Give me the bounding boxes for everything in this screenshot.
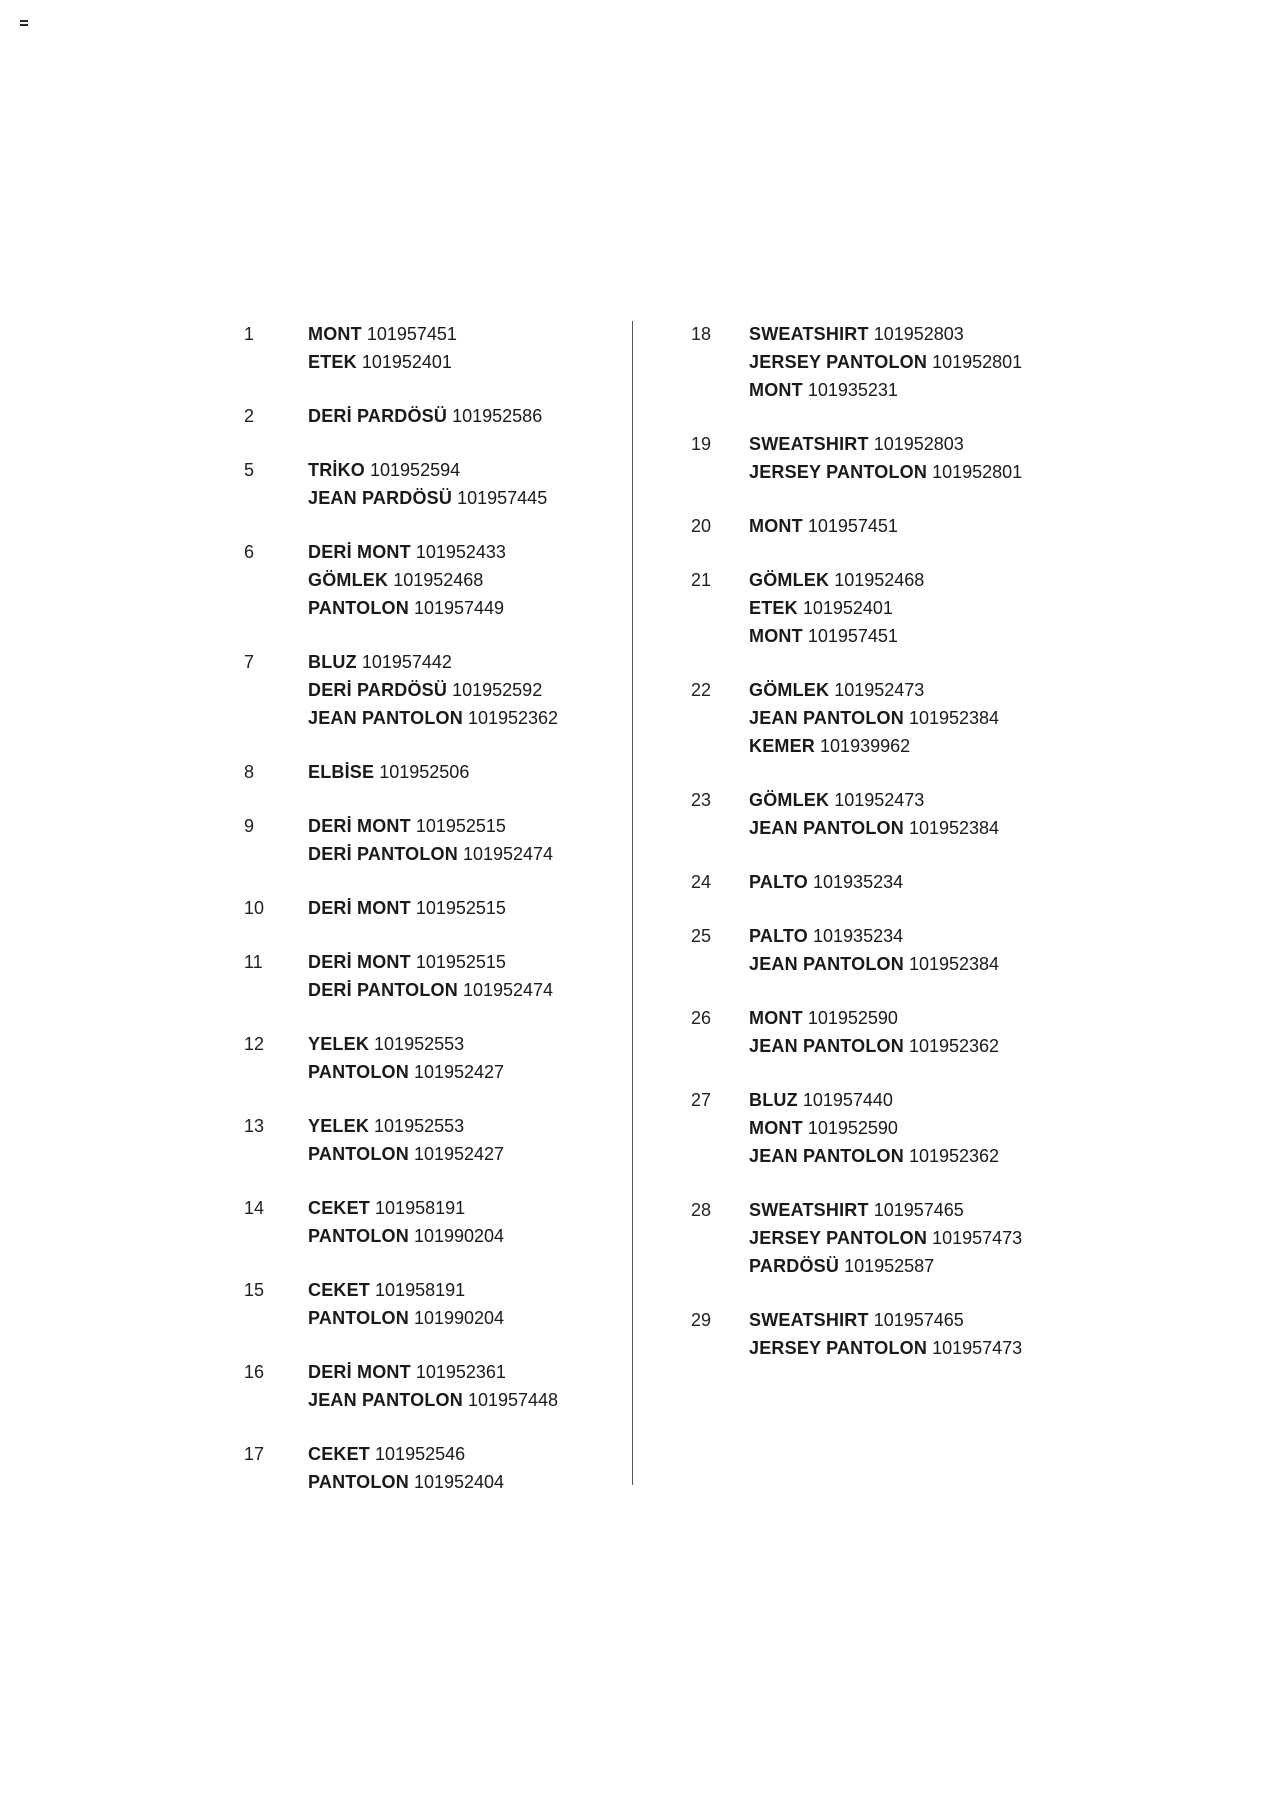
- look-entry: [685, 1004, 1105, 1060]
- product-code: 101952362: [467, 708, 559, 728]
- look-number: 19: [691, 434, 712, 454]
- product-name: BLUZ: [308, 652, 357, 672]
- look-entry: [244, 402, 664, 430]
- product-line: [308, 1194, 504, 1222]
- look-items: [308, 320, 457, 376]
- product-code: 101952362: [908, 1146, 1000, 1166]
- product-name: PANTOLON: [308, 1144, 409, 1164]
- product-line: [749, 1114, 999, 1142]
- product-name: ETEK: [308, 352, 357, 372]
- product-name: MONT: [749, 380, 803, 400]
- product-name: SWEATSHIRT: [749, 1200, 869, 1220]
- product-name: JEAN PANTOLON: [308, 708, 463, 728]
- product-name: PALTO: [749, 926, 808, 946]
- product-line: [749, 430, 1022, 458]
- look-items: [749, 1306, 1022, 1362]
- product-code: 101935234: [813, 872, 904, 892]
- product-code: 101952515: [415, 898, 506, 918]
- look-entry: [685, 868, 1105, 896]
- product-code: 101952404: [413, 1472, 505, 1492]
- look-number: 20: [691, 516, 712, 536]
- product-line: [308, 594, 506, 622]
- look-entry: [685, 1306, 1105, 1362]
- look-number: 15: [244, 1280, 265, 1300]
- product-line: [749, 1086, 999, 1114]
- look-entry: [244, 948, 664, 1004]
- product-name: MONT: [749, 626, 803, 646]
- product-code: 101952362: [908, 1036, 1000, 1056]
- look-entry: [244, 1276, 664, 1332]
- product-code: 101952506: [379, 762, 470, 782]
- product-name: PANTOLON: [308, 1308, 409, 1328]
- product-name: DERİ MONT: [308, 542, 411, 562]
- product-line: [308, 1386, 558, 1414]
- look-entry: [685, 922, 1105, 978]
- look-entry: [244, 894, 664, 922]
- product-code: 101957473: [932, 1228, 1023, 1248]
- product-code: 101952401: [361, 352, 452, 372]
- look-items: [749, 430, 1022, 486]
- product-line: [308, 812, 553, 840]
- look-entry: [244, 648, 664, 732]
- product-name: JERSEY PANTOLON: [749, 352, 928, 372]
- product-line: [749, 1252, 1022, 1280]
- product-name: MONT: [749, 516, 803, 536]
- product-line: [749, 1142, 999, 1170]
- product-name: ETEK: [749, 598, 798, 618]
- product-line: [749, 814, 999, 842]
- look-items: [308, 812, 553, 868]
- product-code: 101952515: [415, 816, 506, 836]
- product-name: DERİ MONT: [308, 898, 411, 918]
- product-line: [749, 704, 999, 732]
- look-entry: [685, 512, 1105, 540]
- product-code: 101952468: [393, 570, 484, 590]
- look-entry: [685, 676, 1105, 760]
- product-name: JEAN PANTOLON: [749, 1036, 904, 1056]
- look-entry: [244, 812, 664, 868]
- product-code: 101952801: [932, 352, 1023, 372]
- look-number: 21: [691, 570, 712, 590]
- look-number: 11: [244, 952, 263, 972]
- product-code: 101957440: [802, 1090, 893, 1110]
- look-entry: [685, 320, 1105, 404]
- product-line: [749, 512, 898, 540]
- product-name: DERİ PARDÖSÜ: [308, 680, 448, 700]
- product-name: GÖMLEK: [308, 570, 389, 590]
- product-name: SWEATSHIRT: [749, 434, 869, 454]
- look-items: [749, 1196, 1022, 1280]
- product-name: CEKET: [308, 1280, 371, 1300]
- product-line: [749, 320, 1022, 348]
- look-items: [308, 894, 506, 922]
- product-name: DERİ PARDÖSÜ: [308, 406, 448, 426]
- product-line: [308, 676, 558, 704]
- product-name: MONT: [749, 1008, 803, 1028]
- look-number: 26: [691, 1008, 712, 1028]
- product-code: 101952590: [807, 1118, 898, 1138]
- product-line: [308, 320, 457, 348]
- look-entry: [244, 1030, 664, 1086]
- product-code: 101952553: [374, 1034, 465, 1054]
- product-code: 101952401: [802, 598, 893, 618]
- look-entry: [685, 430, 1105, 486]
- look-entry: [244, 320, 664, 376]
- look-items: [308, 1030, 504, 1086]
- product-line: [749, 1196, 1022, 1224]
- product-line: [308, 1440, 504, 1468]
- product-line: [749, 348, 1022, 376]
- product-line: [308, 538, 506, 566]
- look-number: 14: [244, 1198, 265, 1218]
- look-items: [308, 402, 542, 430]
- product-line: [749, 786, 999, 814]
- product-list-right-column: [685, 320, 1105, 1388]
- product-code: 101990204: [413, 1308, 505, 1328]
- product-name: TRİKO: [308, 460, 365, 480]
- look-number: 7: [244, 652, 255, 672]
- product-name: JERSEY PANTOLON: [749, 1228, 928, 1248]
- column-divider: [632, 321, 633, 1485]
- product-name: DERİ PANTOLON: [308, 844, 458, 864]
- product-name: PANTOLON: [308, 1472, 409, 1492]
- product-name: GÖMLEK: [749, 680, 830, 700]
- product-code: 101952384: [908, 708, 1000, 728]
- product-name: KEMER: [749, 736, 816, 756]
- product-line: [308, 402, 542, 430]
- product-line: [749, 458, 1022, 486]
- product-code: 101952384: [908, 954, 1000, 974]
- product-code: 101957451: [366, 324, 457, 344]
- product-name: PANTOLON: [308, 1062, 409, 1082]
- product-line: [749, 1334, 1022, 1362]
- product-name: BLUZ: [749, 1090, 798, 1110]
- product-name: JERSEY PANTOLON: [749, 462, 928, 482]
- look-entry: [244, 1440, 664, 1496]
- product-line: [308, 1030, 504, 1058]
- product-name: JEAN PANTOLON: [749, 1146, 904, 1166]
- look-entry: [244, 456, 664, 512]
- product-code: 101952468: [834, 570, 925, 590]
- product-line: [308, 1140, 504, 1168]
- product-line: [308, 1304, 504, 1332]
- look-items: [308, 1194, 504, 1250]
- look-items: [308, 1276, 504, 1332]
- product-code: 101957449: [413, 598, 505, 618]
- look-items: [308, 538, 506, 622]
- look-number: 10: [244, 898, 265, 918]
- look-number: 2: [244, 406, 255, 426]
- product-line: [308, 840, 553, 868]
- product-name: CEKET: [308, 1198, 371, 1218]
- look-items: [308, 758, 469, 786]
- look-number: 6: [244, 542, 255, 562]
- look-number: 28: [691, 1200, 712, 1220]
- product-code: 101952546: [375, 1444, 466, 1464]
- look-items: [749, 1086, 999, 1170]
- product-code: 101957451: [807, 516, 898, 536]
- look-number: 12: [244, 1034, 265, 1054]
- product-line: [749, 732, 999, 760]
- look-number: 18: [691, 324, 712, 344]
- look-items: [749, 786, 999, 842]
- product-name: JEAN PANTOLON: [749, 708, 904, 728]
- product-code: 101935234: [813, 926, 904, 946]
- look-number: 9: [244, 816, 255, 836]
- product-code: 101957442: [361, 652, 452, 672]
- product-code: 101952433: [415, 542, 506, 562]
- product-line: [308, 566, 506, 594]
- product-code: 101952361: [415, 1362, 506, 1382]
- product-name: SWEATSHIRT: [749, 1310, 869, 1330]
- product-code: 101952473: [834, 680, 925, 700]
- product-code: 101952803: [873, 324, 964, 344]
- product-line: [749, 376, 1022, 404]
- look-number: 27: [691, 1090, 712, 1110]
- look-entry: [685, 566, 1105, 650]
- product-code: 101952427: [413, 1062, 505, 1082]
- menu-icon-bar: [20, 20, 28, 22]
- look-entry: [244, 758, 664, 786]
- product-code: 101952592: [452, 680, 543, 700]
- product-line: [749, 1004, 999, 1032]
- look-entry: [685, 1196, 1105, 1280]
- product-name: JEAN PANTOLON: [749, 818, 904, 838]
- product-line: [308, 456, 547, 484]
- product-code: 101958191: [375, 1280, 466, 1300]
- product-line: [308, 648, 558, 676]
- product-name: JERSEY PANTOLON: [749, 1338, 928, 1358]
- product-code: 101952803: [873, 434, 964, 454]
- product-code: 101957465: [873, 1200, 964, 1220]
- product-line: [308, 1276, 504, 1304]
- look-entry: [685, 786, 1105, 842]
- product-line: [749, 1306, 1022, 1334]
- product-name: JEAN PARDÖSÜ: [308, 488, 453, 508]
- menu-icon-bar: [20, 24, 28, 26]
- product-code: 101958191: [375, 1198, 466, 1218]
- product-line: [308, 348, 457, 376]
- product-line: [308, 976, 553, 1004]
- product-name: MONT: [308, 324, 362, 344]
- look-items: [308, 648, 558, 732]
- product-line: [749, 1224, 1022, 1252]
- product-code: 101957445: [457, 488, 548, 508]
- look-number: 5: [244, 460, 255, 480]
- product-code: 101952473: [834, 790, 925, 810]
- product-name: GÖMLEK: [749, 790, 830, 810]
- product-name: PANTOLON: [308, 1226, 409, 1246]
- look-entry: [685, 1086, 1105, 1170]
- look-items: [749, 676, 999, 760]
- product-code: 101939962: [820, 736, 911, 756]
- product-code: 101952384: [908, 818, 1000, 838]
- look-items: [308, 948, 553, 1004]
- product-line: [308, 704, 558, 732]
- product-code: 101952587: [844, 1256, 935, 1276]
- product-code: 101952590: [807, 1008, 898, 1028]
- product-line: [749, 566, 924, 594]
- product-line: [749, 676, 999, 704]
- look-items: [749, 512, 898, 540]
- product-name: YELEK: [308, 1034, 370, 1054]
- product-line: [749, 1032, 999, 1060]
- menu-icon[interactable]: [20, 20, 28, 26]
- look-number: 16: [244, 1362, 265, 1382]
- product-line: [749, 950, 999, 978]
- look-items: [749, 868, 903, 896]
- product-code: 101952553: [374, 1116, 465, 1136]
- look-items: [749, 1004, 999, 1060]
- product-code: 101952594: [370, 460, 461, 480]
- look-number: 8: [244, 762, 255, 782]
- product-name: JEAN PANTOLON: [749, 954, 904, 974]
- look-number: 17: [244, 1444, 265, 1464]
- product-name: GÖMLEK: [749, 570, 830, 590]
- product-line: [749, 594, 924, 622]
- product-name: PALTO: [749, 872, 808, 892]
- look-number: 25: [691, 926, 712, 946]
- product-code: 101952474: [462, 980, 554, 1000]
- product-line: [749, 622, 924, 650]
- product-list-left-column: [244, 320, 664, 1522]
- look-number: 23: [691, 790, 712, 810]
- product-line: [308, 948, 553, 976]
- product-code: 101957473: [932, 1338, 1023, 1358]
- product-line: [308, 1058, 504, 1086]
- product-name: DERİ MONT: [308, 952, 411, 972]
- product-code: 101952586: [452, 406, 543, 426]
- product-code: 101957451: [807, 626, 898, 646]
- product-line: [308, 1112, 504, 1140]
- look-number: 29: [691, 1310, 712, 1330]
- product-line: [308, 484, 547, 512]
- product-name: PANTOLON: [308, 598, 409, 618]
- product-code: 101990204: [413, 1226, 505, 1246]
- look-items: [308, 1112, 504, 1168]
- product-name: YELEK: [308, 1116, 370, 1136]
- look-items: [749, 922, 999, 978]
- product-line: [308, 758, 469, 786]
- look-entry: [244, 1194, 664, 1250]
- product-name: DERİ PANTOLON: [308, 980, 458, 1000]
- product-code: 101952515: [415, 952, 506, 972]
- look-number: 24: [691, 872, 712, 892]
- look-entry: [244, 1112, 664, 1168]
- product-name: ELBİSE: [308, 762, 375, 782]
- product-name: DERİ MONT: [308, 1362, 411, 1382]
- look-items: [749, 566, 924, 650]
- product-line: [308, 894, 506, 922]
- product-name: SWEATSHIRT: [749, 324, 869, 344]
- product-name: PARDÖSÜ: [749, 1256, 840, 1276]
- product-line: [308, 1468, 504, 1496]
- product-code: 101952474: [462, 844, 554, 864]
- product-line: [308, 1358, 558, 1386]
- product-code: 101957465: [873, 1310, 964, 1330]
- look-items: [308, 1440, 504, 1496]
- product-code: 101957448: [467, 1390, 559, 1410]
- product-code: 101952427: [413, 1144, 505, 1164]
- product-line: [749, 922, 999, 950]
- look-items: [308, 456, 547, 512]
- product-name: JEAN PANTOLON: [308, 1390, 463, 1410]
- look-items: [749, 320, 1022, 404]
- product-code: 101935231: [807, 380, 898, 400]
- product-name: CEKET: [308, 1444, 371, 1464]
- look-items: [308, 1358, 558, 1414]
- product-code: 101952801: [932, 462, 1023, 482]
- look-number: 22: [691, 680, 712, 700]
- product-name: MONT: [749, 1118, 803, 1138]
- look-entry: [244, 538, 664, 622]
- product-line: [749, 868, 903, 896]
- look-entry: [244, 1358, 664, 1414]
- look-number: 13: [244, 1116, 265, 1136]
- product-line: [308, 1222, 504, 1250]
- product-name: DERİ MONT: [308, 816, 411, 836]
- look-number: 1: [244, 324, 255, 344]
